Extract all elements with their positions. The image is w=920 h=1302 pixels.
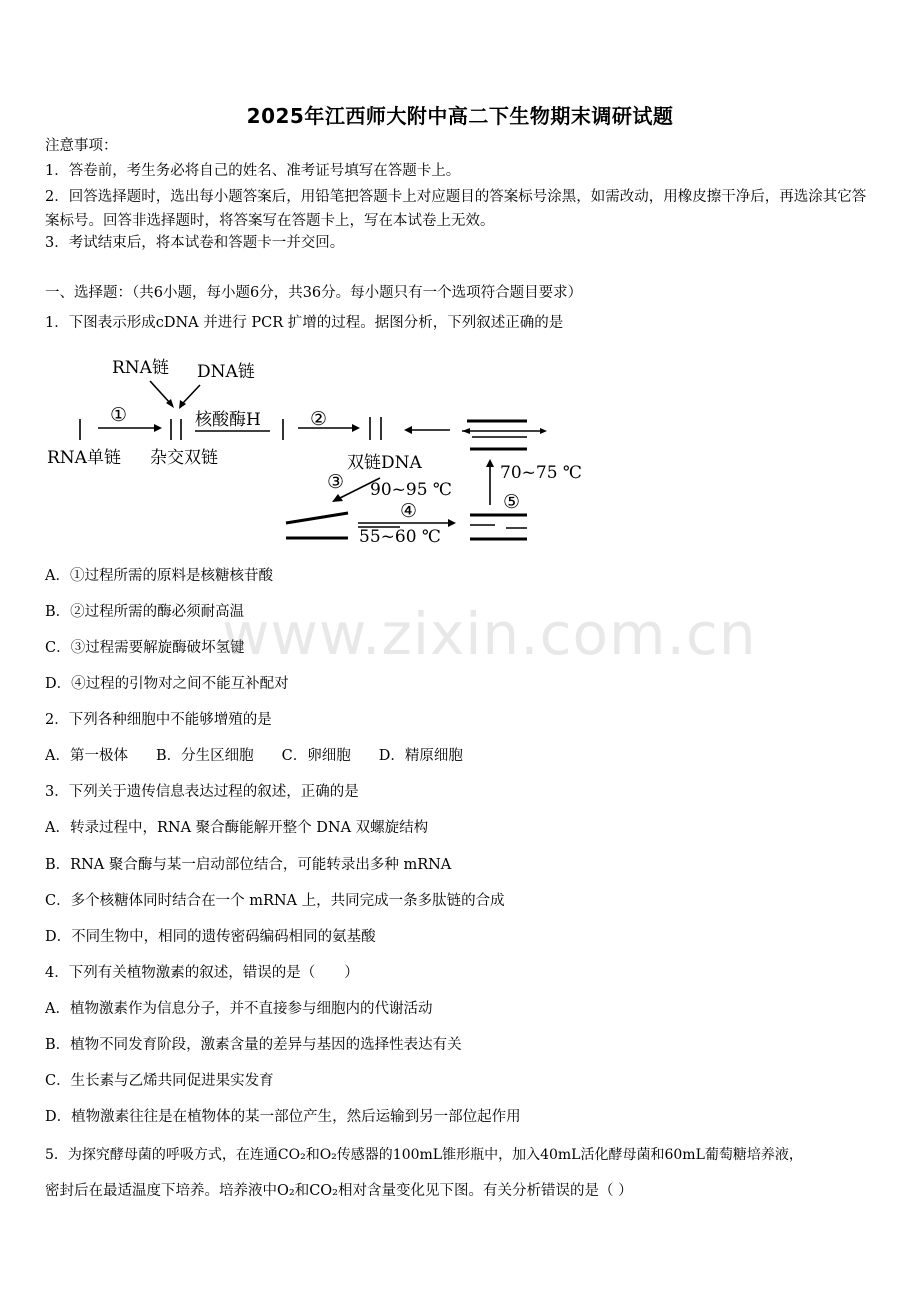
- notice-item-2: 2．回答选择题时，选出每小题答案后，用铅笔把答题卡上对应题目的答案标号涂黑，如需改动，用橡皮擦干净后，再选涂其它答案标号。回答非选择题时，将答案写在答题卡上，写在本试卷上无效。: [45, 189, 867, 229]
- label-rna-chain: RNA链: [112, 358, 169, 378]
- q3-option-b: B．RNA 聚合酶与某一启动部位结合，可能转录出多种 mRNA: [45, 857, 452, 873]
- label-dna-chain: DNA链: [197, 362, 255, 382]
- q2-options: [45, 746, 491, 766]
- q2-option-b: B．分生区细胞: [155, 748, 254, 764]
- page-title: 2025年江西师大附中高二下生物期末调研试题: [246, 104, 674, 128]
- step-1: ①: [110, 404, 128, 426]
- q5-stem-line2: 密封后在最适温度下培养。培养液中O₂和CO₂相对含量变化见下图。有关分析错误的是（ ）: [45, 1183, 633, 1199]
- q5-stem-line1: 5．为探究酵母菌的呼吸方式，在连通CO₂和O₂传感器的100mL锥形瓶中，加入40mL活化酵母菌和60mL葡萄糖培养液，: [45, 1147, 803, 1163]
- watermark: www.zixin.com.cn: [222, 600, 757, 668]
- q3-option-c: C．多个核糖体同时结合在一个 mRNA 上，共同完成一条多肽链的合成: [45, 893, 505, 909]
- step-2: ②: [310, 408, 328, 430]
- q1-option-a: A．①过程所需的原料是核糖核苷酸: [45, 568, 273, 584]
- q4-option-a: A．植物激素作为信息分子，并不直接参与细胞内的代谢活动: [45, 1001, 433, 1017]
- label-rna-single: RNA单链: [47, 448, 121, 468]
- q1-option-c: C．③过程需要解旋酶破坏氢键: [45, 640, 245, 656]
- q2-stem: 2．下列各种细胞中不能够增殖的是: [45, 712, 272, 728]
- q2-option-a: A．第一极体: [45, 748, 128, 764]
- q3-stem: 3．下列关于遗传信息表达过程的叙述，正确的是: [45, 784, 359, 800]
- step-5: ⑤: [503, 491, 521, 513]
- q1-option-d: D．④过程的引物对之间不能互补配对: [45, 676, 289, 692]
- q4-option-d: D．植物激素往往是在植物体的某一部位产生，然后运输到另一部位起作用: [45, 1109, 521, 1125]
- label-temp-70: 70~75 ℃: [500, 463, 582, 483]
- q2-option-c: C．卵细胞: [281, 748, 351, 764]
- q1-option-b: B．②过程所需的酶必须耐高温: [45, 604, 245, 620]
- label-temp-55: 55~60 ℃: [359, 527, 441, 547]
- notice-item-1: 1．答卷前，考生务必将自己的姓名、准考证号填写在答题卡上。: [45, 163, 461, 179]
- q3-option-a: A．转录过程中，RNA 聚合酶能解开整个 DNA 双螺旋结构: [45, 820, 429, 836]
- q4-option-c: C．生长素与乙烯共同促进果实发育: [45, 1073, 274, 1089]
- notice-item-3: 3．考试结束后，将本试卷和答题卡一并交回。: [45, 235, 345, 251]
- q4-option-b: B．植物不同发育阶段，激素含量的差异与基因的选择性表达有关: [45, 1037, 462, 1053]
- q1-stem: 1．下图表示形成cDNA 并进行 PCR 扩增的过程。据图分析，下列叙述正确的是: [45, 315, 564, 331]
- label-enzyme: 核酸酶H: [195, 410, 261, 430]
- label-double-dna: 双链DNA: [347, 453, 422, 473]
- step-3: ③: [327, 471, 345, 493]
- q4-stem: 4．下列有关植物激素的叙述，错误的是（ ）: [45, 965, 359, 981]
- q2-option-d: D．精原细胞: [378, 748, 463, 764]
- q3-option-d: D．不同生物中，相同的遗传密码编码相同的氨基酸: [45, 929, 376, 945]
- notice-heading: 注意事项：: [45, 138, 118, 154]
- section-heading: 一、选择题：（共6小题，每小题6分，共36分。每小题只有一个选项符合题目要求）: [45, 285, 583, 301]
- pcr-diagram: [40, 345, 600, 555]
- step-4: ④: [400, 500, 418, 522]
- label-temp-90: 90~95 ℃: [370, 480, 452, 500]
- label-hybrid: 杂交双链: [150, 448, 218, 468]
